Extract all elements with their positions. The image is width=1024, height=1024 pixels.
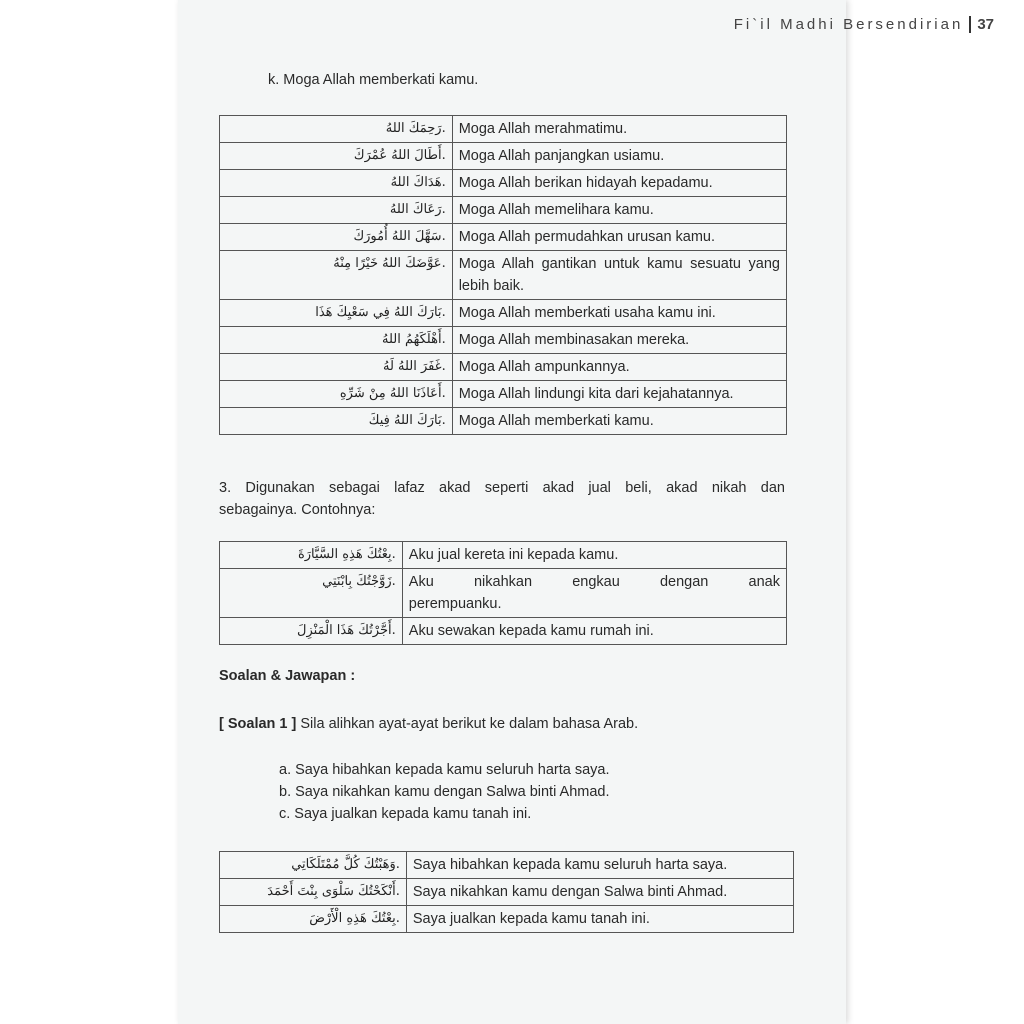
table-row [220, 852, 794, 879]
arabic-cell: رَعَاكَ اللهُ. [220, 197, 453, 224]
malay-cell: Moga Allah permudahkan urusan kamu. [452, 224, 786, 251]
table-row [220, 354, 787, 381]
question-text: Sila alihkan ayat-ayat berikut ke dalam bahasa Arab. [300, 716, 639, 732]
section-k-heading: k. Moga Allah memberkati kamu. [268, 72, 479, 88]
table-row [220, 542, 787, 569]
answer-table [219, 851, 794, 933]
malay-cell: Aku jual kereta ini kepada kamu. [402, 542, 786, 569]
table-row [220, 197, 787, 224]
malay-cell: Moga Allah memberkati usaha kamu ini. [452, 300, 786, 327]
malay-cell: Moga Allah lindungi kita dari kejahatannya. [452, 381, 786, 408]
table-row [220, 408, 787, 435]
list-item: b. Saya nikahkan kamu dengan Salwa binti Ahmad. [279, 784, 610, 800]
table-row [220, 116, 787, 143]
arabic-cell: أَطَالَ اللهُ عُمْرَكَ. [220, 143, 453, 170]
question-items [279, 759, 610, 825]
table-row [220, 251, 787, 300]
table-row [220, 618, 787, 645]
arabic-cell: بَارَكَ اللهُ فِيكَ. [220, 408, 453, 435]
point-3-line2: sebagainya. Contohnya: [219, 502, 376, 518]
malay-cell: Saya jualkan kepada kamu tanah ini. [406, 906, 793, 933]
malay-cell: Moga Allah merahmatimu. [452, 116, 786, 143]
table-row [220, 906, 794, 933]
arabic-cell: زَوَّجْتُكَ بِابْنَتِي. [220, 569, 403, 618]
table-row [220, 569, 787, 618]
running-header [734, 16, 994, 33]
arabic-cell: بَارَكَ اللهُ فِي سَعْيِكَ هَذَا. [220, 300, 453, 327]
table-row [220, 879, 794, 906]
malay-cell: Moga Allah membinasakan mereka. [452, 327, 786, 354]
arabic-cell: رَحِمَكَ اللهُ. [220, 116, 453, 143]
table-row [220, 170, 787, 197]
malay-cell [402, 569, 786, 618]
arabic-cell: بِعْتُكَ هَذِهِ السَّيَّارَةَ. [220, 542, 403, 569]
list-item: a. Saya hibahkan kepada kamu seluruh harta saya. [279, 762, 610, 778]
akad-table [219, 541, 787, 645]
malay-cell: Moga Allah memberkati kamu. [452, 408, 786, 435]
malay-cell: Moga Allah ampunkannya. [452, 354, 786, 381]
doa-table [219, 115, 787, 435]
qa-heading: Soalan & Jawapan : [219, 668, 356, 684]
malay-cell: Moga Allah memelihara kamu. [452, 197, 786, 224]
arabic-cell: غَفَرَ اللهُ لَهُ. [220, 354, 453, 381]
arabic-cell: أَعَاذَنَا اللهُ مِنْ شَرِّهِ. [220, 381, 453, 408]
table-row [220, 300, 787, 327]
arabic-cell: أَجَّرْتُكَ هَذَا الْمَنْزِلَ. [220, 618, 403, 645]
arabic-cell: بِعْتُكَ هَذِهِ الْأَرْضَ. [220, 906, 407, 933]
chapter-title: Fi`il Madhi Bersendirian [733, 16, 964, 33]
malay-cell: Aku sewakan kepada kamu rumah ini. [402, 618, 786, 645]
arabic-cell: أَهْلَكَهُمُ اللهُ. [220, 327, 453, 354]
malay-cell: Saya nikahkan kamu dengan Salwa binti Ahmad. [406, 879, 793, 906]
arabic-cell: هَدَاكَ اللهُ. [220, 170, 453, 197]
table-row [220, 224, 787, 251]
malay-line: Aku nikahkan engkau dengan anak [408, 574, 780, 590]
table-row [220, 381, 787, 408]
table-row [220, 327, 787, 354]
arabic-cell: سَهَّلَ اللهُ أُمُورَكَ. [220, 224, 453, 251]
malay-cell: Moga Allah berikan hidayah kepadamu. [452, 170, 786, 197]
question-label: [ Soalan 1 ] [219, 716, 297, 732]
malay-cell: Moga Allah panjangkan usiamu. [452, 143, 786, 170]
malay-line: perempuanku. [408, 596, 502, 612]
table-row [220, 143, 787, 170]
list-item: c. Saya jualkan kepada kamu tanah ini. [279, 806, 532, 822]
arabic-cell: أَنْكَحْتُكَ سَلْوَى بِنْتَ أَحْمَدَ. [220, 879, 407, 906]
question-1 [219, 716, 638, 732]
arabic-cell: وَهَبْتُكَ كُلَّ مُمْتَلَكَاتِي. [220, 852, 407, 879]
arabic-cell: عَوَّضَكَ اللهُ خَيْرًا مِنْهُ. [220, 251, 453, 300]
page-number: 37 [969, 16, 994, 33]
point-3-line1: 3. Digunakan sebagai lafaz akad seperti akad jual beli, akad nikah dan [219, 480, 785, 496]
malay-cell: Moga Allah gantikan untuk kamu sesuatu yang lebih baik. [452, 251, 786, 300]
malay-cell: Saya hibahkan kepada kamu seluruh harta saya. [406, 852, 793, 879]
